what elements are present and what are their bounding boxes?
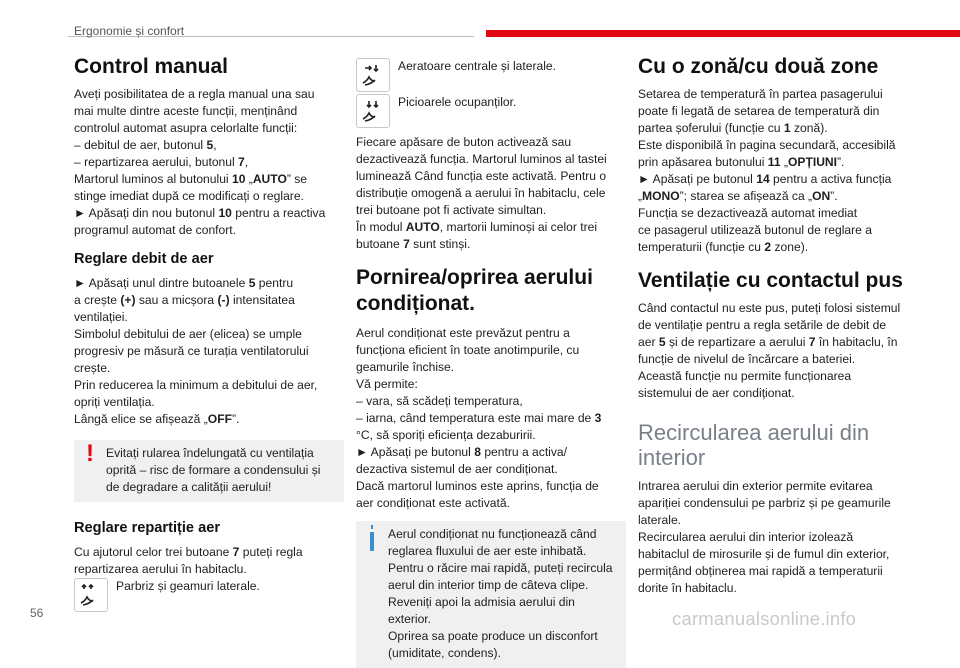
text-line: Aerul condiționat este prevăzut pentru a — [356, 326, 570, 340]
text-line: Dacă martorul luminos este aprins, funcția de — [356, 479, 599, 493]
text-line: Este disponibilă în pagina secundară, accesibilă — [638, 138, 896, 152]
text-line: Intrarea aerului din exterior permite evitarea — [638, 479, 873, 493]
text-line: reglarea fluxului de aer este inhibată. — [388, 544, 587, 558]
heading-recirculare: Recircularea aerului din interior — [638, 420, 870, 470]
text-line: dezactiva sistemul de aer condiționat. — [356, 462, 558, 476]
zone-text — [638, 86, 908, 256]
air-item-windscreen — [74, 578, 344, 612]
text-line: Oprirea sa poate produce un disconfort — [388, 629, 598, 643]
text-line: – repartizarea aerului, butonul 7, — [74, 155, 249, 169]
section-title: Ergonomie și confort — [74, 24, 185, 38]
text-line: aerul din interior timp de câteva clipe. — [388, 578, 589, 592]
heading-ventilatie: Ventilație cu contactul pus — [638, 269, 903, 292]
text-line: Martorul luminos al butonului 10 „AUTO” se — [74, 172, 308, 186]
text-line: Această funcție nu permite funcționarea — [638, 369, 852, 383]
text-line: crește. — [74, 361, 111, 375]
text-line: habitaclul de mirosurile și de fumul din exterior, — [638, 547, 890, 561]
info-text — [388, 526, 616, 662]
text-line: °C, să sporiți eficiența dezaburirii. — [356, 428, 536, 442]
text-line: sistemului de aer condiționat. — [638, 386, 795, 400]
text-line: ► Apăsați din nou butonul 10 pentru a reactiva — [74, 206, 326, 220]
text-line: ► Apăsați pe butonul 8 pentru a activa/ — [356, 445, 568, 459]
text-line: aer condiționat este activată. — [356, 496, 510, 510]
text-line: Simbolul debitului de aer (elicea) se umple — [74, 327, 302, 341]
text-line: funcție de nivelul de încărcare a bateriei. — [638, 352, 856, 366]
text-line: apariției condensului pe parbriz și pe geamurile — [638, 496, 891, 510]
text-line: Lângă elice se afișează „OFF”. — [74, 412, 240, 426]
text-line: – debitul de aer, butonul 5, — [74, 138, 217, 152]
text-line: dezactivează funcția. Martorul luminos al tastei — [356, 152, 607, 166]
air-item-label: Picioarele ocupanților. — [398, 95, 517, 109]
text-line: prin apăsarea butonului 11 „OPȚIUNI”. — [638, 155, 845, 169]
text-line: programul automat de confort. — [74, 223, 237, 237]
text-line: de ventilație pentru a regla setările de debit de — [638, 318, 887, 332]
text-line: Aveți posibilitatea de a regla manual una sau — [74, 87, 315, 101]
text-line: a crește (+) sau a micșora (-) intensitatea — [74, 293, 295, 307]
text-line: (umiditate, condens). — [388, 646, 501, 660]
text-line: ► Apăsați unul dintre butoanele 5 pentru — [74, 276, 294, 290]
header-red-bar — [486, 30, 960, 37]
text-line: trei butoane pot fi activate simultan. — [356, 203, 547, 217]
column-2 — [356, 58, 626, 668]
air-item-label: Parbriz și geamuri laterale. — [116, 579, 260, 593]
text-line: Aerul condiționat nu funcționează când — [388, 527, 597, 541]
text-line: de degradare a calității aerului! — [106, 480, 272, 494]
text-line: progresiv pe măsură ce turația ventilatorului — [74, 344, 309, 358]
text-line: mai multe dintre aceste funcții, menținând — [74, 104, 298, 118]
text-line: luminează Când funcția este activată. Pentru o — [356, 169, 607, 183]
text-line: „MONO”; starea se afișează ca „ON”. — [638, 189, 838, 203]
warning-text — [106, 445, 334, 496]
heading-repartitie: Reglare repartiție aer — [74, 520, 221, 536]
text-line: stinge imediat după ce modificați o reglare. — [74, 189, 304, 203]
air-item-feet — [356, 94, 626, 128]
text-line: partea șoferului (funcție cu 1 zonă). — [638, 121, 828, 135]
heading-control-manual: Control manual — [74, 55, 229, 78]
text-line: Setarea de temperatură în partea pasagerului — [638, 87, 883, 101]
text-line: distribuție omogenă a aerului în habitaclu, cele — [356, 186, 606, 200]
watermark: carmanualsonline.info — [672, 608, 857, 629]
text-line: Evitați rularea îndelungată cu ventilația — [106, 446, 314, 460]
text-line: ce pasagerul utilizează butonul de reglare a — [638, 223, 872, 237]
repartitie-text — [74, 544, 344, 578]
text-line: ► Apăsați pe butonul 14 pentru a activa funcția — [638, 172, 892, 186]
text-line: Pentru o răcire mai rapidă, puteți recircula — [388, 561, 613, 575]
vent-text — [638, 300, 908, 402]
warning-icon: ! — [86, 440, 94, 467]
recirc-text — [638, 478, 908, 597]
debit-text — [74, 275, 344, 428]
text-line: Reveniți apoi la admisia aerului din exterior. — [388, 595, 575, 626]
text-line: geamurile închise. — [356, 360, 455, 374]
text-line: – vara, să scădeți temperatura, — [356, 394, 523, 408]
air-item-label: Aeratoare centrale și laterale. — [398, 59, 556, 73]
text-line: opriți ventilația. — [74, 395, 155, 409]
page-number: 56 — [30, 606, 44, 620]
text-line: Prin reducerea la minimum a debitului de aer, — [74, 378, 318, 392]
windscreen-airflow-icon — [74, 578, 108, 612]
intro-text — [74, 86, 344, 239]
text-line: funcționa eficient în toate anotimpurile, cu — [356, 343, 580, 357]
text-line: controlul automat asupra celorlalte funcții: — [74, 121, 298, 135]
ac-text — [356, 325, 626, 512]
text-line: Vă permite: — [356, 377, 418, 391]
text-line: laterale. — [638, 513, 682, 527]
text-line: Fiecare apăsare de buton activează sau — [356, 135, 572, 149]
text-line: Când contactul nu este pus, puteți folosi sistemul — [638, 301, 901, 315]
text-line: butoane 7 sunt stinși. — [356, 237, 471, 251]
text-line: temperaturii (funcție cu 2 zone). — [638, 240, 809, 254]
text-line: aer 5 și de repartizare a aerului 7 în habitaclu, în — [638, 335, 898, 349]
heading-zone: Cu o zonă/cu două zone — [638, 55, 879, 78]
info-icon — [370, 529, 374, 551]
text-line: permițând obținerea mai rapidă a temperaturii — [638, 564, 883, 578]
text-line: poate fi legată de setarea de temperatură din — [638, 104, 880, 118]
text-line: Recircularea aerului din interior izolează — [638, 530, 854, 544]
column-1 — [74, 54, 344, 612]
vents-airflow-icon — [356, 58, 390, 92]
text-line: oprită – risc de formare a condensului și — [106, 463, 321, 477]
warning-note — [74, 440, 344, 502]
air-item-vents — [356, 58, 626, 92]
feet-airflow-icon — [356, 94, 390, 128]
text-line: În modul AUTO, martorii luminoși ai celor trei — [356, 220, 598, 234]
text-line: repartizarea aerului în habitaclu. — [74, 562, 247, 576]
text-line: – iarna, când temperatura este mai mare de 3 — [356, 411, 602, 425]
text-line: Funcția se dezactivează automat imediat — [638, 206, 858, 220]
info-note — [356, 521, 626, 668]
text-line: Cu ajutorul celor trei butoane 7 puteți regla — [74, 545, 303, 559]
heading-debit: Reglare debit de aer — [74, 251, 214, 267]
text-line: dorite în habitaclu. — [638, 581, 737, 595]
buttons-text — [356, 134, 626, 253]
text-line: ventilației. — [74, 310, 128, 324]
heading-ac: Pornirea/oprirea aerului condiționat. — [356, 266, 593, 315]
column-3 — [638, 54, 908, 597]
